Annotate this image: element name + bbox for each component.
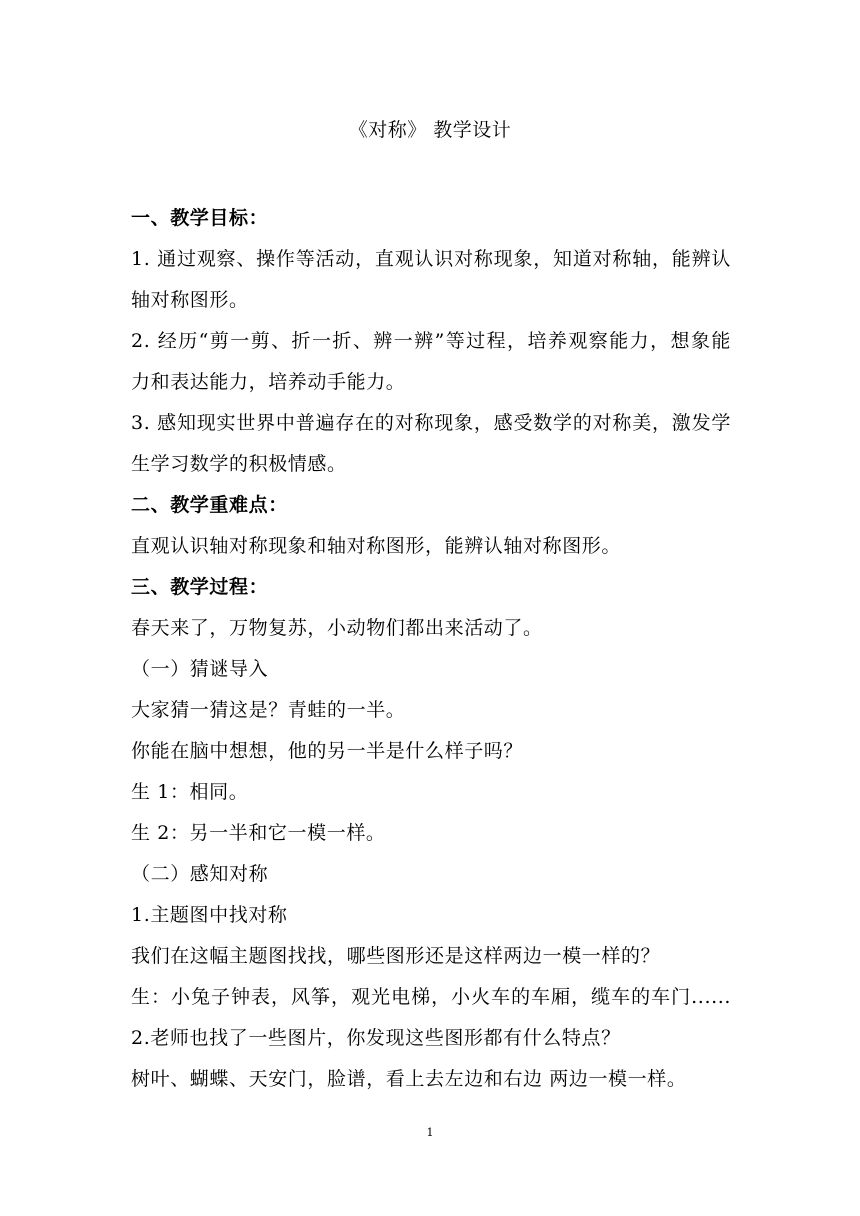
paragraph-line: 1.主题图中找对称 — [131, 904, 288, 926]
paragraph-line: 生 2：另一半和它一模一样。 — [131, 822, 386, 844]
paragraph-line: 2. 经历“剪一剪、折一折、辨一辨”等过程，培养观察能力，想象能 — [131, 330, 731, 352]
page-number: 1 — [426, 1126, 434, 1139]
subsection-heading: （一）猜谜导入 — [131, 658, 269, 680]
paragraph-line: 直观认识轴对称现象和轴对称图形，能辨认轴对称图形。 — [131, 535, 622, 557]
paragraph-line: 3. 感知现实世界中普遍存在的对称现象，感受数学的对称美，激发学 — [131, 412, 731, 434]
paragraph-line: 轴对称图形。 — [131, 289, 249, 311]
paragraph-line: 1. 通过观察、操作等活动，直观认识对称现象，知道对称轴，能辨认 — [131, 248, 731, 270]
section-heading-key-points: 二、教学重难点： — [131, 494, 288, 516]
paragraph-line: 大家猜一猜这是？青蛙的一半。 — [131, 699, 406, 721]
paragraph-line: 生：小兔子钟表，风筝，观光电梯，小火车的车厢，缆车的车门...... — [131, 986, 731, 1008]
document-title: 《对称》 教学设计 — [348, 119, 512, 141]
paragraph-line: 力和表达能力，培养动手能力。 — [131, 371, 406, 393]
paragraph-line: 春天来了，万物复苏，小动物们都出来活动了。 — [131, 617, 543, 639]
paragraph-line: 树叶、蝴蝶、天安门，脸谱，看上去左边和右边 两边一模一样。 — [131, 1068, 687, 1090]
section-heading-objectives: 一、教学目标： — [131, 207, 269, 229]
subsection-heading: （二）感知对称 — [131, 863, 269, 885]
paragraph-line: 你能在脑中想想，他的另一半是什么样子吗？ — [131, 740, 524, 762]
paragraph-line: 生 1：相同。 — [131, 781, 249, 803]
section-heading-process: 三、教学过程： — [131, 576, 269, 598]
paragraph-line: 我们在这幅主题图找找，哪些图形还是这样两边一模一样的？ — [131, 945, 661, 967]
document-body — [131, 198, 731, 1100]
paragraph-line: 生学习数学的积极情感。 — [131, 453, 347, 475]
paragraph-line: 2.老师也找了一些图片，你发现这些图形都有什么特点？ — [131, 1027, 621, 1049]
